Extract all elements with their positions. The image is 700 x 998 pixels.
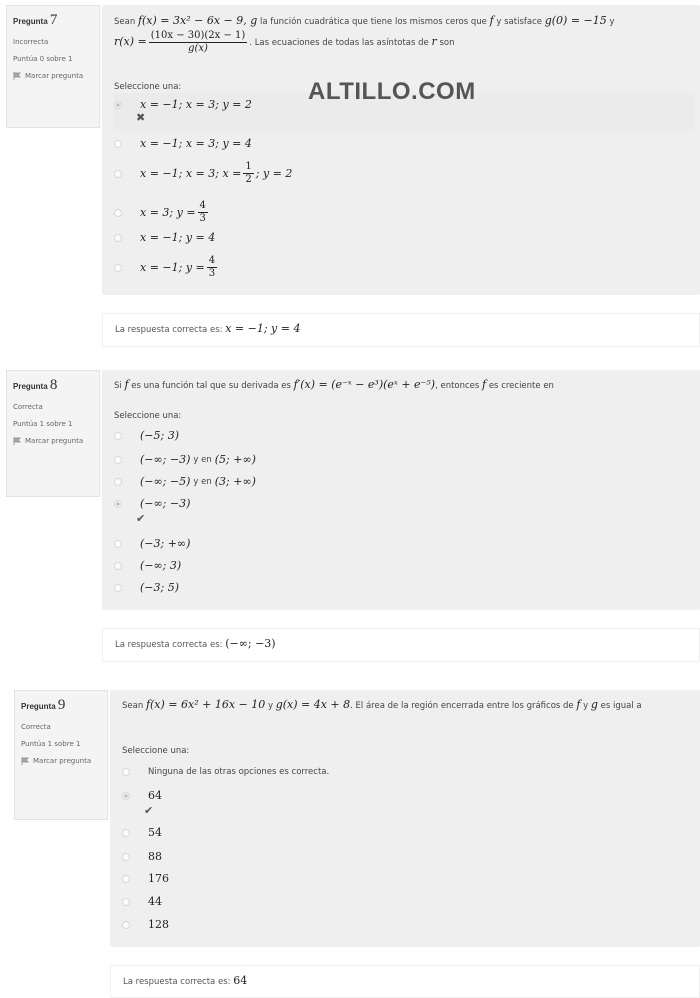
option-math: (−5; 3): [140, 429, 179, 442]
answer-option[interactable]: [114, 453, 256, 466]
fraction: [243, 161, 253, 186]
question-8-content: [102, 370, 700, 610]
radio-button[interactable]: [122, 768, 130, 776]
question-9-info: [14, 690, 108, 820]
question-7-content: [102, 5, 700, 295]
radio-button[interactable]: [114, 500, 122, 508]
option-math: (−3; 5): [140, 581, 179, 594]
select-label: Seleccione una:: [122, 746, 190, 756]
option-math: 64: [148, 789, 162, 802]
flag-question-button[interactable]: Marcar pregunta: [21, 757, 101, 765]
answer-option[interactable]: [122, 767, 329, 777]
flag-icon: [21, 757, 29, 765]
fraction: $\frac{(10x - 30)(2x - 1)}{g(x)}$: [150, 30, 246, 54]
answer-option[interactable]: [114, 429, 179, 442]
question-status: Correcta: [21, 723, 51, 731]
correct-answer-feedback: La respuesta correcta es: x = −1; y = 4: [102, 313, 700, 347]
option-math: (−3; +∞): [140, 537, 191, 550]
radio-button[interactable]: [114, 140, 122, 148]
denominator: 3: [199, 213, 206, 224]
option-math: (−∞; 3): [140, 559, 182, 572]
option-math: x = 3; y =: [140, 206, 196, 219]
option-math: (−∞; −3): [140, 497, 191, 510]
option-math: (3; +∞): [214, 475, 256, 488]
denominator: 2: [245, 174, 252, 185]
radio-button[interactable]: [122, 792, 130, 800]
flag-question-button[interactable]: Marcar pregunta: [13, 437, 93, 445]
answer-option[interactable]: [114, 537, 190, 550]
fraction: [198, 200, 208, 225]
option-math: 88: [148, 850, 162, 863]
watermark: ALTILLO.COM: [308, 78, 476, 105]
cross-icon: ✖: [136, 111, 146, 124]
answer-option[interactable]: [114, 497, 190, 510]
numerator: 4: [199, 200, 206, 211]
radio-button[interactable]: [122, 829, 130, 837]
answer-option[interactable]: [114, 200, 210, 225]
option-math: x = −1; x = 3; x =: [140, 167, 242, 180]
question-status: Correcta: [13, 403, 43, 411]
answer-option[interactable]: [114, 161, 292, 186]
question-status: Incorrecta: [13, 38, 49, 46]
answer-option[interactable]: [114, 581, 179, 594]
option-math: x = −1; x = 3; y = 4: [140, 137, 252, 150]
select-label: Seleccione una:: [114, 82, 182, 92]
check-icon: ✔: [144, 804, 154, 817]
option-math: x = −1; x = 3; y = 2: [140, 98, 252, 111]
option-math: 44: [148, 895, 162, 908]
check-icon: ✔: [136, 512, 146, 525]
question-score: Puntúa 1 sobre 1: [21, 740, 81, 748]
question-number: 7: [49, 12, 58, 28]
radio-button[interactable]: [114, 101, 122, 109]
radio-button[interactable]: [114, 432, 122, 440]
question-text: Sean f(x) = 6x² + 16x − 10 y g(x) = 4x + 8. El área de la región encerrada entre los gráficos de f y g es igual a: [122, 698, 642, 711]
radio-button[interactable]: [122, 921, 130, 929]
question-text: Sean f(x) = 3x² − 6x − 9, g la función cuadrática que tiene los mismos ceros que f y satisface g(0) = −15 y r(x) = $\frac{(10x - 30)(2x - 1)}{g(x)}$ . Las ecuaciones de todas las asíntotas de r son: [114, 14, 615, 54]
answer-option[interactable]: [122, 895, 162, 908]
correct-answer-feedback: La respuesta correcta es: 64: [110, 965, 700, 998]
flag-icon: [13, 72, 21, 80]
question-score: Puntúa 0 sobre 1: [13, 55, 73, 63]
radio-button[interactable]: [114, 234, 122, 242]
answer-option[interactable]: [122, 872, 169, 885]
answer-option[interactable]: [114, 255, 219, 280]
option-math: x = −1; y =: [140, 261, 205, 274]
question-label: Pregunta: [13, 17, 48, 26]
question-text: Si f es una función tal que su derivada es f′(x) = (e⁻ˣ − e³)(eˣ + e⁻⁵), entonces f es creciente en: [114, 378, 554, 391]
answer-option[interactable]: [122, 826, 162, 839]
question-label: Pregunta: [13, 382, 48, 391]
radio-button[interactable]: [114, 584, 122, 592]
answer-option[interactable]: [114, 137, 252, 150]
option-text: Ninguna de las otras opciones es correcta.: [148, 767, 330, 777]
question-score: Puntúa 1 sobre 1: [13, 420, 73, 428]
question-number: 8: [49, 377, 58, 393]
option-text: y en: [193, 454, 212, 465]
option-math: x = −1; y = 4: [140, 231, 216, 244]
answer-option[interactable]: [122, 850, 162, 863]
radio-button[interactable]: [114, 209, 122, 217]
correct-answer-feedback: La respuesta correcta es: (−∞; −3): [102, 628, 700, 662]
question-7-info: [6, 5, 100, 128]
radio-button[interactable]: [114, 456, 122, 464]
answer-option[interactable]: [122, 918, 169, 931]
answer-option[interactable]: [114, 231, 215, 244]
radio-button[interactable]: [114, 562, 122, 570]
numerator: 4: [208, 255, 216, 266]
option-math: 128: [148, 918, 169, 931]
answer-option[interactable]: [114, 98, 252, 111]
option-text: y en: [193, 476, 212, 487]
denominator: 3: [208, 268, 216, 279]
radio-button[interactable]: [114, 264, 122, 272]
numerator: 1: [245, 161, 252, 172]
option-math: (−∞; −5): [140, 475, 191, 488]
answer-option[interactable]: [114, 559, 181, 572]
option-math: ; y = 2: [255, 167, 293, 180]
flag-question-button[interactable]: Marcar pregunta: [13, 72, 93, 80]
radio-button[interactable]: [122, 853, 130, 861]
question-8-info: [6, 370, 100, 497]
question-number: 9: [57, 697, 66, 713]
select-label: Seleccione una:: [114, 411, 182, 421]
radio-button[interactable]: [114, 170, 122, 178]
fraction: [207, 255, 217, 280]
radio-button[interactable]: [122, 875, 130, 883]
radio-button[interactable]: [114, 540, 122, 548]
question-label: Pregunta: [21, 702, 56, 711]
option-math: 54: [148, 826, 162, 839]
option-math: (−∞; −3): [140, 453, 191, 466]
radio-button[interactable]: [122, 898, 130, 906]
answer-option[interactable]: [122, 789, 162, 802]
answer-option[interactable]: [114, 475, 256, 488]
option-math: (5; +∞): [214, 453, 256, 466]
option-math: 176: [148, 872, 169, 885]
question-9-content: [110, 690, 700, 947]
radio-button[interactable]: [114, 478, 122, 486]
flag-icon: [13, 437, 21, 445]
